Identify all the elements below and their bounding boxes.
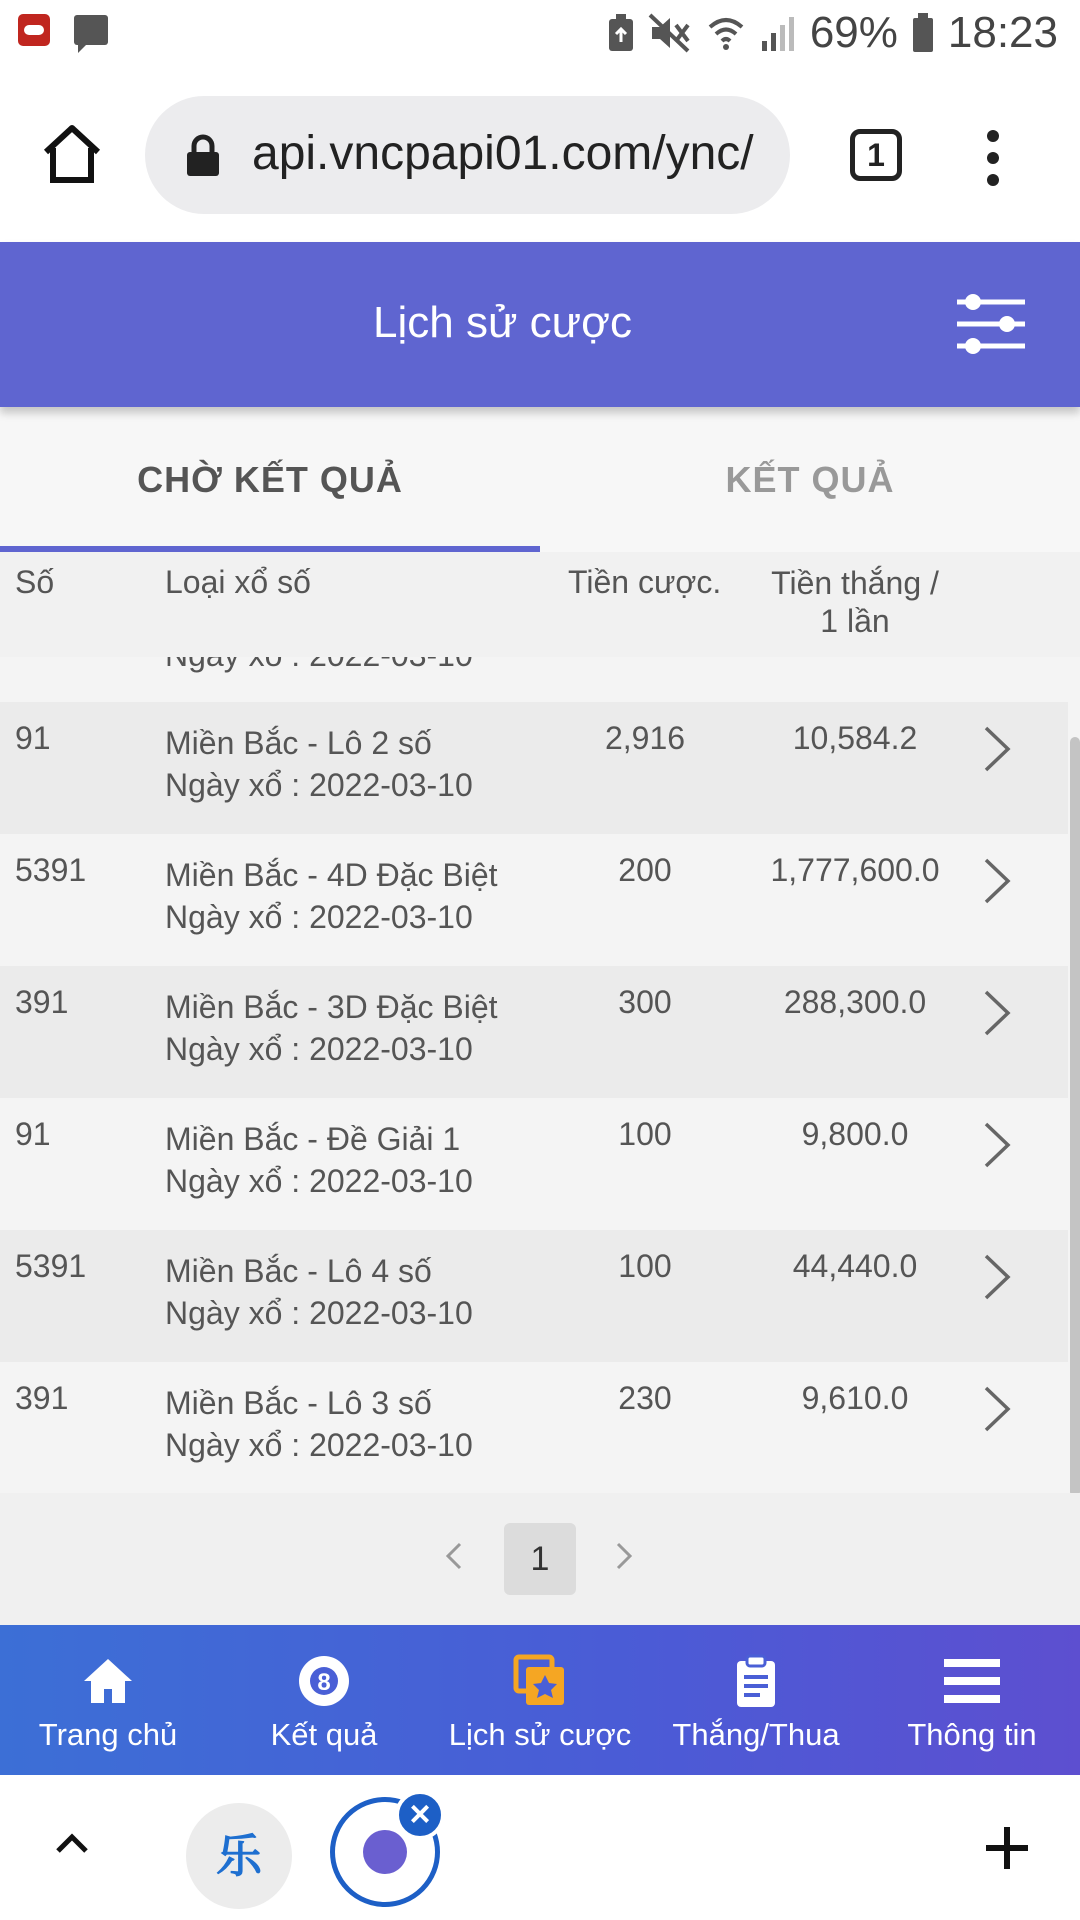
bet-number: 91 bbox=[15, 1116, 51, 1152]
draw-date: Ngày xổ : 2022-03-10 bbox=[165, 899, 473, 935]
draw-date: Ngày xổ : 2022-03-10 bbox=[165, 1163, 473, 1199]
bet-amount: 100 bbox=[618, 1248, 672, 1284]
lottery-type-name: Miền Bắc - Đề Giải 1 bbox=[165, 1121, 461, 1157]
browser-toolbar bbox=[0, 72, 1080, 242]
message-icon bbox=[74, 15, 108, 45]
scrollbar[interactable] bbox=[1070, 737, 1080, 1497]
tab-results[interactable]: KẾT QUẢ bbox=[725, 459, 895, 500]
table-row[interactable] bbox=[0, 1230, 1068, 1362]
home-icon[interactable] bbox=[40, 122, 104, 186]
column-header-win-line2: 1 lần bbox=[820, 603, 890, 639]
chevron-right-icon[interactable] bbox=[980, 1120, 1014, 1170]
nav-bet-history-label: Lịch sử cược bbox=[448, 1717, 632, 1752]
win-amount: 9,800.0 bbox=[801, 1116, 909, 1152]
bottom-navigation bbox=[0, 1625, 1080, 1775]
lottery-type bbox=[165, 722, 473, 806]
table-row[interactable] bbox=[0, 834, 1068, 966]
lottery-type-name: Miền Bắc - 3D Đặc Biệt bbox=[165, 989, 498, 1025]
menu-icon bbox=[944, 1653, 1000, 1709]
battery-percent: 69% bbox=[809, 8, 898, 57]
column-header-bet-amount: Tiền cược. bbox=[568, 564, 722, 600]
status-bar bbox=[0, 0, 1080, 72]
bet-amount: 2,916 bbox=[604, 720, 686, 756]
app-header bbox=[0, 242, 1080, 407]
nav-info[interactable] bbox=[864, 1625, 1080, 1775]
chevron-right-icon[interactable] bbox=[980, 988, 1014, 1038]
table-header bbox=[0, 552, 1080, 657]
nav-bet-history[interactable] bbox=[432, 1625, 648, 1775]
signal-icon bbox=[760, 13, 796, 53]
lottery-type bbox=[165, 1250, 473, 1334]
page-title: Lịch sử cược bbox=[373, 298, 632, 347]
chevron-right-icon[interactable] bbox=[980, 856, 1014, 906]
nav-home[interactable] bbox=[0, 1625, 216, 1775]
lottery-type-name: Miền Bắc - Lô 2 số bbox=[165, 725, 432, 761]
bet-number: 91 bbox=[15, 720, 51, 756]
table-row[interactable] bbox=[0, 1098, 1068, 1230]
home-icon bbox=[80, 1653, 136, 1709]
column-header-lottery-type: Loại xổ số bbox=[165, 564, 311, 600]
lottery-type bbox=[165, 986, 498, 1070]
tab-pending[interactable]: CHỜ KẾT QUẢ bbox=[137, 459, 403, 500]
table-row[interactable] bbox=[0, 1362, 1068, 1494]
win-amount: 9,610.0 bbox=[801, 1380, 909, 1416]
lottery-type bbox=[165, 1382, 473, 1466]
bet-amount: 200 bbox=[618, 852, 672, 888]
chevron-right-icon[interactable] bbox=[980, 724, 1014, 774]
bet-amount: 100 bbox=[618, 1116, 672, 1152]
win-amount: 44,440.0 bbox=[792, 1248, 918, 1284]
lock-icon bbox=[185, 134, 221, 178]
column-header-win-amount bbox=[745, 564, 965, 640]
clock: 18:23 bbox=[947, 8, 1058, 57]
browser-bottom-bar bbox=[0, 1775, 1080, 1920]
lucky-app-icon bbox=[18, 14, 50, 46]
filter-sliders-icon[interactable] bbox=[955, 288, 1027, 360]
bet-number: 5391 bbox=[15, 852, 87, 888]
address-bar[interactable] bbox=[145, 96, 790, 214]
lottery-type bbox=[165, 854, 498, 938]
svg-text:8: 8 bbox=[317, 1669, 331, 1696]
mute-icon bbox=[648, 13, 692, 53]
bet-number: 391 bbox=[15, 1380, 69, 1416]
current-page-button[interactable]: 1 bbox=[504, 1523, 576, 1595]
url-text: api.vncpapi01.com/ync/ bbox=[252, 127, 754, 180]
plus-icon[interactable] bbox=[982, 1823, 1032, 1873]
bet-amount: 230 bbox=[618, 1380, 672, 1416]
wifi-icon bbox=[706, 13, 746, 53]
draw-date: Ngày xổ : 2022-03-10 bbox=[165, 767, 473, 803]
draw-date: Ngày xổ : 2022-03-10 bbox=[165, 1295, 473, 1331]
column-header-win-line1: Tiền thắng / bbox=[771, 565, 939, 601]
win-amount: 288,300.0 bbox=[783, 984, 927, 1020]
draw-date: Ngày xổ : 2022-03-10 bbox=[165, 1031, 473, 1067]
bet-number: 391 bbox=[15, 984, 69, 1020]
close-icon[interactable]: × bbox=[395, 1790, 445, 1840]
pagination bbox=[0, 1493, 1080, 1625]
battery-icon bbox=[912, 13, 934, 53]
lottery-type-name: Miền Bắc - Lô 4 số bbox=[165, 1253, 432, 1289]
bet-number: 5391 bbox=[15, 1248, 87, 1284]
next-page-icon[interactable] bbox=[612, 1541, 636, 1571]
lottery-ball-icon bbox=[363, 1830, 407, 1874]
table-row[interactable] bbox=[0, 966, 1068, 1098]
win-amount: 10,584.2 bbox=[792, 720, 918, 756]
browser-menu-icon[interactable] bbox=[985, 130, 1001, 186]
column-header-number: Số bbox=[15, 564, 55, 600]
table-row[interactable] bbox=[0, 702, 1068, 834]
lottery-type-name: Miền Bắc - 4D Đặc Biệt bbox=[165, 857, 498, 893]
draw-date: Ngày xổ : 2022-03-10 bbox=[165, 1427, 473, 1463]
nav-results-label: Kết quả bbox=[270, 1717, 378, 1752]
nav-info-label: Thông tin bbox=[907, 1717, 1037, 1752]
win-amount: 1,777,600.0 bbox=[770, 852, 940, 888]
ticket-star-icon bbox=[512, 1653, 568, 1709]
chevron-right-icon[interactable] bbox=[980, 1384, 1014, 1434]
bet-amount: 300 bbox=[618, 984, 672, 1020]
lottery-type bbox=[165, 1118, 473, 1202]
nav-home-label: Trang chủ bbox=[38, 1717, 178, 1752]
nav-results[interactable] bbox=[216, 1625, 432, 1775]
prev-page-icon[interactable] bbox=[442, 1541, 466, 1571]
chevron-up-icon[interactable] bbox=[52, 1827, 92, 1857]
battery-saver-icon bbox=[608, 14, 634, 52]
ball-8-icon bbox=[296, 1653, 352, 1709]
clipboard-icon bbox=[728, 1653, 784, 1709]
chevron-right-icon[interactable] bbox=[980, 1252, 1014, 1302]
nav-win-loss[interactable] bbox=[648, 1625, 864, 1775]
bet-history-list[interactable] bbox=[0, 657, 1080, 1493]
nav-win-loss-label: Thắng/Thua bbox=[672, 1717, 840, 1752]
lottery-type-name: Miền Bắc - Lô 3 số bbox=[165, 1385, 432, 1421]
tab-bar bbox=[0, 407, 1080, 552]
tab-switcher-button[interactable]: 1 bbox=[850, 129, 902, 181]
shortcut-app-1[interactable]: 乐 bbox=[186, 1803, 292, 1909]
